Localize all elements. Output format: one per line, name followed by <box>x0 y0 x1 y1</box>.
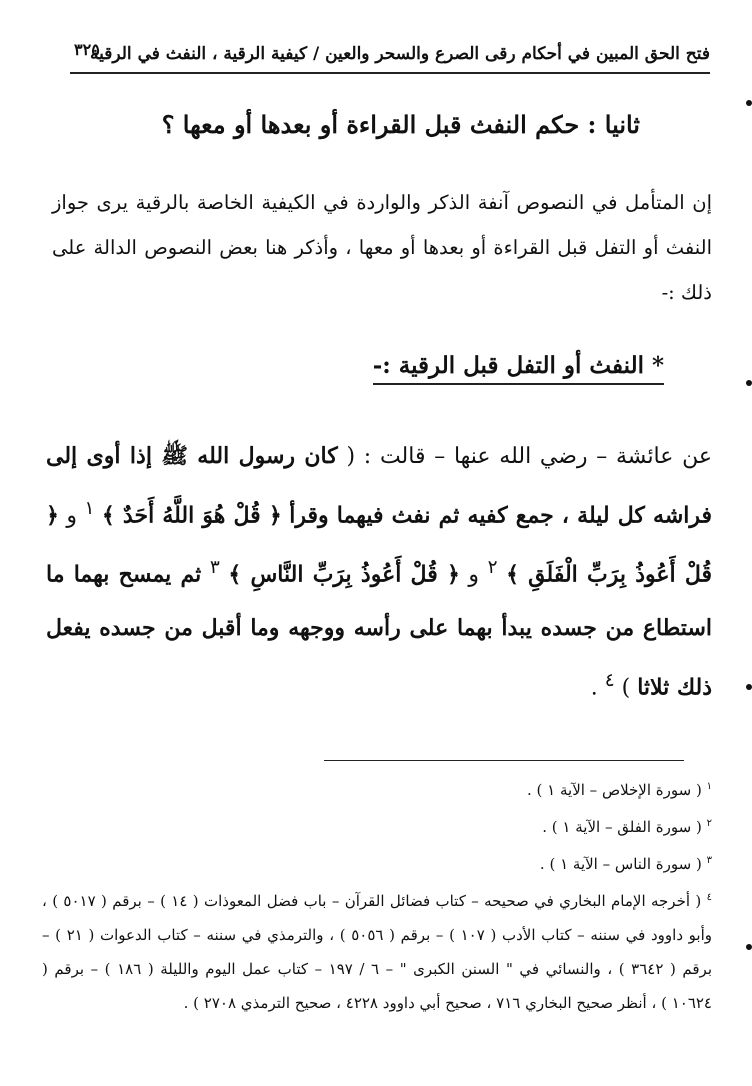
footnote-text: ( سورة الناس – الآية ١ ) . <box>539 855 702 873</box>
footnote-4 <box>42 881 712 1020</box>
edge-mark <box>746 944 752 950</box>
conjunction-2: و <box>468 562 480 588</box>
footnote-ref-3: ٣ <box>209 557 220 579</box>
footnote-text: ( سورة الإخلاص – الآية ١ ) . <box>526 781 702 799</box>
page-header <box>70 36 710 74</box>
footnote-text: ( أخرجه الإمام البخاري في صحيحه – كتاب فضائل القرآن – باب فضل المعوذات ( ١٤ ) – برقم ( ٥٠١٧ ) ، وأبو داوود في سننه – كتاب الأدب ( ١٠٧ ) – برقم ( ٥٠٥٦ ) ، والترمذي في سننه – كتاب الدعوات ( ٢١ ) – برقم ( ٣٦٤٢ ) ، والنسائي في " السنن الكبرى " – ٦ / ١٩٧ – كتاب عمل اليوم والليلة ( ١٨٦ ) – برقم ( ١٠٦٢٤ ) ، أنظر صحيح البخاري ٧١٦ ، صحيح أبي داوود ٤٢٢٨ ، صحيح الترمذي ٢٧٠٨ ) . <box>42 892 713 1012</box>
page-number: ٣٢٥ <box>74 40 100 59</box>
conjunction-1: و <box>66 503 78 529</box>
subsection-heading: * النفث أو التفل قبل الرقية :- <box>373 352 664 385</box>
hadith-text-1: كان رسول الله ﷺ إذا أوى إلى فراشه كل ليلة ، جمع كفيه ثم نفث فيهما وقرأ <box>46 443 713 529</box>
hadith-close: ) <box>621 674 631 700</box>
footnote-number: ٤ <box>706 892 712 903</box>
edge-mark <box>746 684 752 690</box>
hadith-text-2: ثم يمسح بهما ما استطاع من جسده يبدأ بهما على رأسه ووجهه وما أقبل من جسده يفعل ذلك ثلاثا <box>46 561 712 700</box>
footnote-text: ( سورة الفلق – الآية ١ ) . <box>542 818 702 836</box>
quran-verse-nas: ﴿ قُلْ أَعُوذُ بِرَبِّ النَّاسِ ﴾ <box>228 561 460 588</box>
running-title: فتح الحق المبين في أحكام رقى الصرع والسحر والعين / كيفية الرقية ، النفث في الرقية <box>90 44 710 64</box>
intro-paragraph: إن المتأمل في النصوص آنفة الذكر والواردة في الكيفية الخاصة بالرقية يرى جواز النفث أو التفل قبل القراءة أو بعدها أو معها ، وأذكر هنا بعض النصوص الدالة على ذلك :- <box>52 191 712 304</box>
footnotes <box>42 770 712 1020</box>
hadith-paragraph <box>46 430 712 714</box>
quran-verse-falaq: ﴿ قُلْ أَعُوذُ بِرَبِّ الْفَلَقِ ﴾ <box>46 502 713 588</box>
footnote-ref-4: ٤ <box>604 669 615 691</box>
edge-mark <box>746 380 752 386</box>
section-heading: ثانيا : حكم النفث قبل القراءة أو بعدها أو معها ؟ <box>161 110 640 139</box>
footnote-number: ٢ <box>706 818 712 829</box>
footnote-1 <box>42 770 712 807</box>
footnote-2 <box>42 807 712 844</box>
footnote-number: ٣ <box>706 855 712 866</box>
edge-mark <box>746 100 752 106</box>
hadith-end: . <box>590 674 598 700</box>
hadith-narrator: عن عائشة – رضي الله عنها – قالت : ( <box>346 444 712 469</box>
footnote-ref-2: ٢ <box>487 557 498 579</box>
footnote-divider <box>324 760 684 761</box>
footnote-number: ١ <box>706 781 712 792</box>
quran-verse-ikhlas: ﴿ قُلْ هُوَ اللَّهُ أَحَدٌ ﴾ <box>101 502 282 529</box>
footnote-3 <box>42 844 712 881</box>
footnote-ref-1: ١ <box>84 498 95 519</box>
